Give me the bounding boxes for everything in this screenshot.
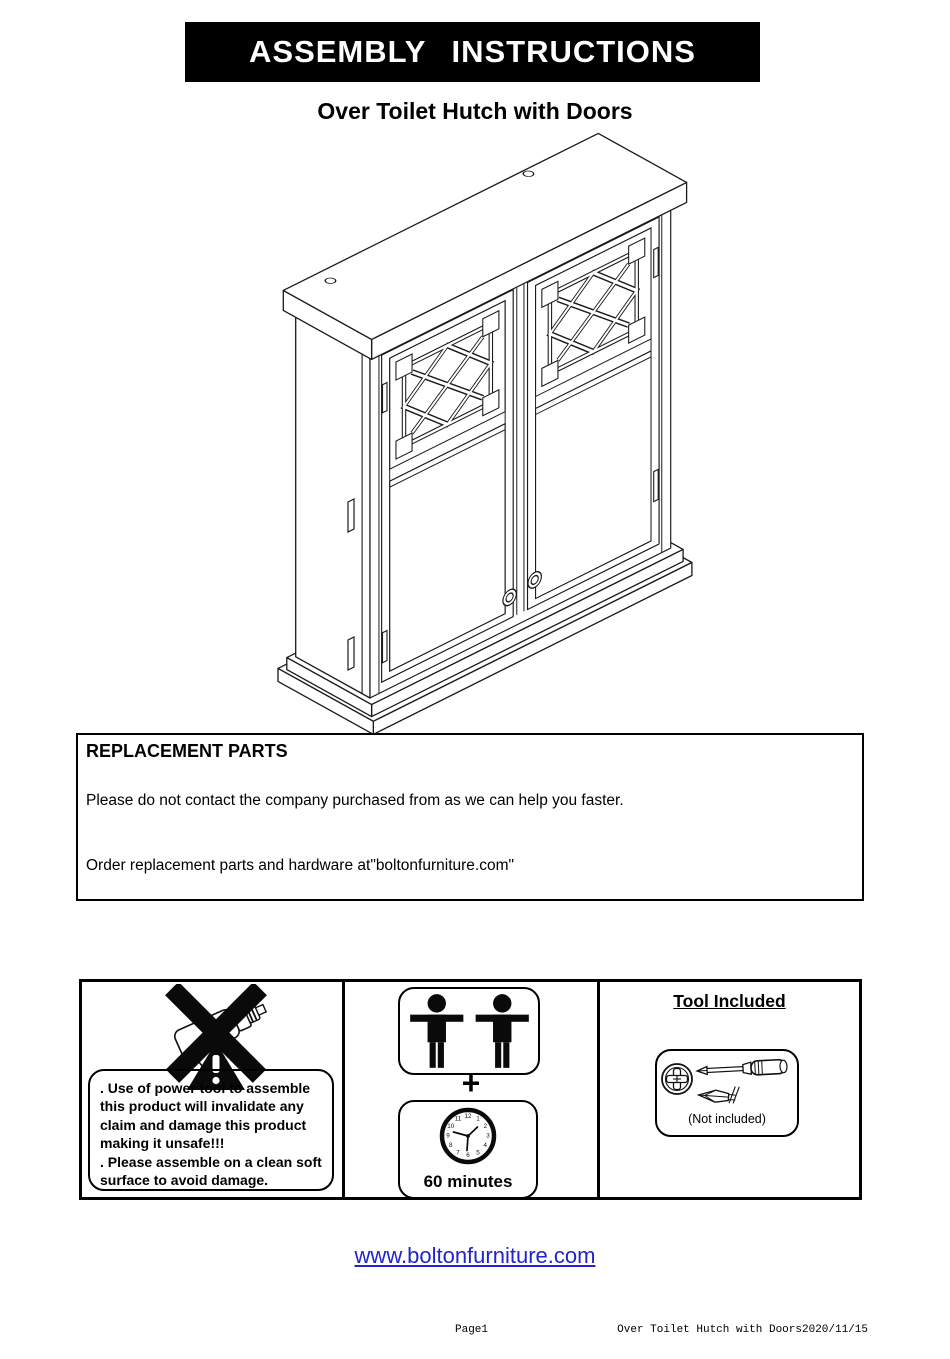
cabinet-drawing [260,130,694,748]
svg-text:4: 4 [483,1142,488,1149]
svg-text:8: 8 [448,1142,453,1149]
warning-cell [79,979,345,1200]
warning-line: making it unsafe!!! [100,1135,225,1152]
warning-line: this product will invalidate any [100,1098,304,1115]
replacement-parts-line1: Please do not contact the company purchased from as we can help you faster. [86,792,624,809]
screwdriver-side-icon [697,1059,788,1078]
warning-line: claim and damage this product [100,1116,307,1133]
hinge-mark [654,247,658,277]
title-bar [185,22,760,82]
svg-text:7: 7 [456,1149,460,1157]
plus-sign: + [461,1065,481,1101]
time-people-cell [345,979,600,1200]
svg-text:3: 3 [486,1132,490,1140]
tool-included-title: Tool Included [673,991,786,1011]
website-link[interactable]: www.boltonfurniture.com [354,1243,596,1268]
tool-cell [600,979,862,1200]
warning-text-box [88,1069,334,1191]
right-door [528,217,660,610]
hinge-mark [383,631,387,663]
tool-box [655,1049,799,1137]
warning-line: . Use of power tool to assemble [100,1080,311,1096]
svg-text:2: 2 [483,1123,488,1130]
duration-label: 60 minutes [423,1172,513,1191]
website-link-row [0,1243,950,1269]
svg-text:5: 5 [476,1149,480,1157]
warning-line: . Please assemble on a clean soft [100,1153,322,1170]
not-included-label: (Not included) [688,1112,766,1126]
warning-line: surface to avoid damage. [100,1172,269,1189]
left-door [382,290,514,683]
screwdriver-icon [657,1055,793,1105]
page-title: ASSEMBLY INSTRUCTIONS [249,34,696,69]
svg-text:6: 6 [466,1152,470,1159]
clock-icon [433,1104,503,1168]
svg-text:12: 12 [464,1113,472,1120]
cabinet-side-panel [296,310,370,698]
two-person-icon [403,991,536,1070]
product-subtitle: Over Toilet Hutch with Doors [317,98,633,124]
hinge-mark [383,383,387,413]
svg-text:10: 10 [447,1123,455,1130]
footer-document-title: Over Toilet Hutch with Doors2020/11/15 [617,1324,868,1336]
two-people-box [398,987,540,1075]
phillips-bit-icon [698,1084,739,1104]
svg-text:9: 9 [446,1132,450,1140]
phillips-head-icon [662,1064,692,1094]
replacement-parts-title: REPLACEMENT PARTS [86,741,288,761]
svg-text:1: 1 [476,1115,480,1123]
duration-box [398,1100,538,1199]
replacement-parts-box [76,733,864,901]
svg-text:11: 11 [454,1115,462,1123]
replacement-parts-line2: Order replacement parts and hardware at"boltonfurniture.com" [86,857,514,874]
page-number: Page1 [455,1324,489,1336]
hinge-mark [654,469,658,501]
